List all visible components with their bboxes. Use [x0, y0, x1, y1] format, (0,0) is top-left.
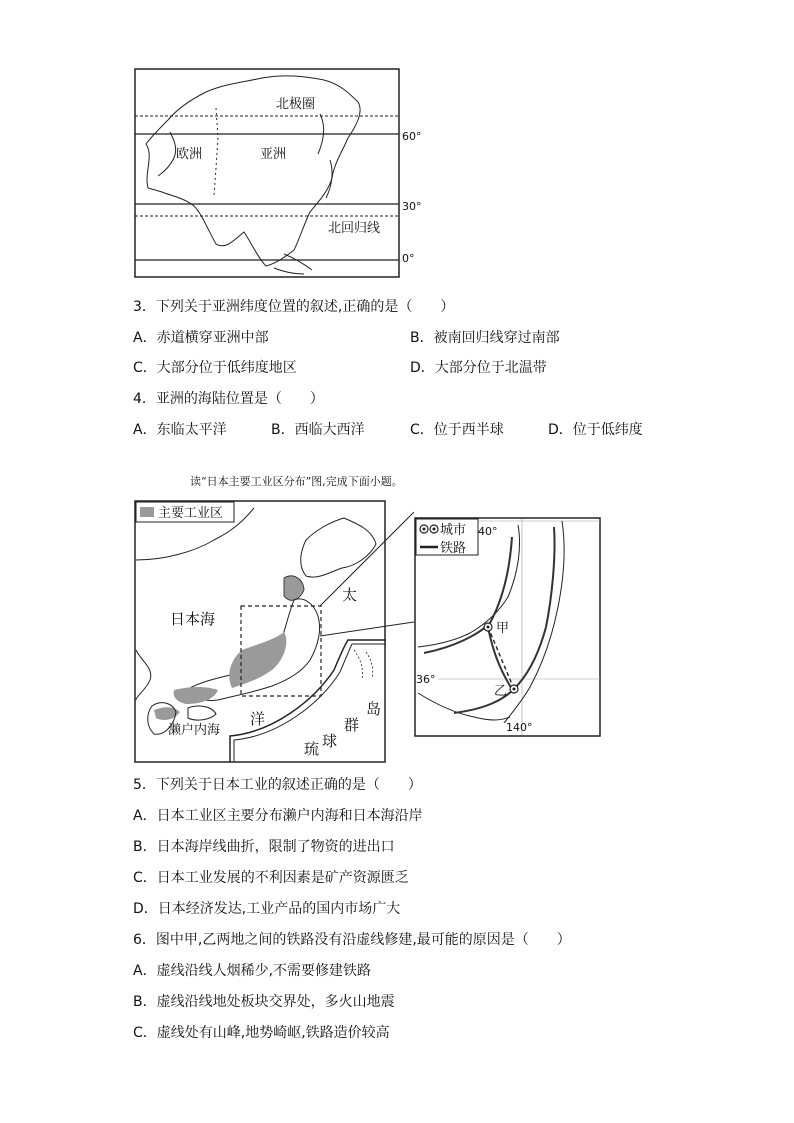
city-yi-label: 乙 [494, 684, 508, 699]
q6-option-c: C．虚线处有山峰,地势崎岖,铁路造价较高 [133, 1025, 390, 1041]
legend-industrial-label: 主要工业区 [158, 506, 224, 521]
q4-option-c: C．位于西半球 [410, 422, 504, 438]
seto-inland-sea-label: 濑户内海 [168, 723, 221, 738]
q6-option-b: B．虚线沿线地处板块交界处，多火山地震 [133, 994, 395, 1010]
q5-option-d: D．日本经济发达,工业产品的国内市场广大 [133, 901, 401, 917]
ryukyu-dao-label: 岛 [366, 700, 382, 718]
lat40-label: 40° [478, 525, 498, 538]
pacific-tai-label: 太 [342, 586, 358, 604]
q4-option-a: A．东临太平洋 [133, 422, 227, 438]
q3-option-b: B．被南回归线穿过南部 [410, 330, 560, 346]
lat30-label: 30° [402, 200, 422, 213]
ryukyu-liu-label: 琉 [304, 740, 320, 758]
q3-option-d: D．大部分位于北温带 [410, 360, 547, 376]
japan-railway-inset [414, 517, 602, 739]
arctic-circle-label: 北极圈 [276, 97, 316, 112]
asia-latitude-map [134, 68, 424, 280]
q3-option-c: C．大部分位于低纬度地区 [133, 360, 297, 376]
question-6-stem: 6．图中甲,乙两地之间的铁路没有沿虚线修建,最可能的原因是（ ） [133, 932, 571, 948]
q4-option-d: D．位于低纬度 [548, 422, 643, 438]
q6-option-a: A．虚线沿线人烟稀少,不需要修建铁路 [133, 963, 372, 979]
q4-option-b: B．西临大西洋 [271, 422, 365, 438]
legend-industrial-swatch [140, 507, 154, 517]
q3-option-a: A．赤道横穿亚洲中部 [133, 330, 269, 346]
city-jia-label: 甲 [496, 621, 510, 636]
lat0-label: 0° [402, 252, 415, 265]
q5-option-a: A．日本工业区主要分布濑户内海和日本海沿岸 [133, 808, 423, 824]
q5-option-c: C．日本工业发展的不利因素是矿产资源匮乏 [133, 870, 409, 886]
europe-label: 欧洲 [176, 147, 203, 162]
asia-label: 亚洲 [260, 147, 287, 162]
zoom-connector [320, 510, 420, 650]
question-3-stem: 3．下列关于亚洲纬度位置的叙述,正确的是（ ） [133, 299, 455, 315]
q5-option-b: B．日本海岸线曲折，限制了物资的进出口 [133, 839, 395, 855]
question-4-stem: 4．亚洲的海陆位置是（ ） [133, 391, 324, 407]
pacific-yang-label: 洋 [250, 710, 266, 728]
ryukyu-qun-label: 群 [344, 716, 360, 734]
map-caption: 读“日本主要工业区分布”图,完成下面小题。 [190, 475, 403, 488]
legend-city-label: 城市 [440, 523, 467, 538]
lat36-label: 36° [416, 673, 436, 686]
sea-of-japan-label: 日本海 [170, 610, 216, 628]
legend-railway-label: 铁路 [440, 541, 467, 556]
question-5-stem: 5．下列关于日本工业的叙述正确的是（ ） [133, 777, 422, 793]
lon140-label: 140° [506, 721, 533, 734]
tropic-label: 北回归线 [328, 221, 381, 236]
lat60-label: 60° [402, 130, 422, 143]
ryukyu-qiu-label: 球 [322, 732, 338, 750]
